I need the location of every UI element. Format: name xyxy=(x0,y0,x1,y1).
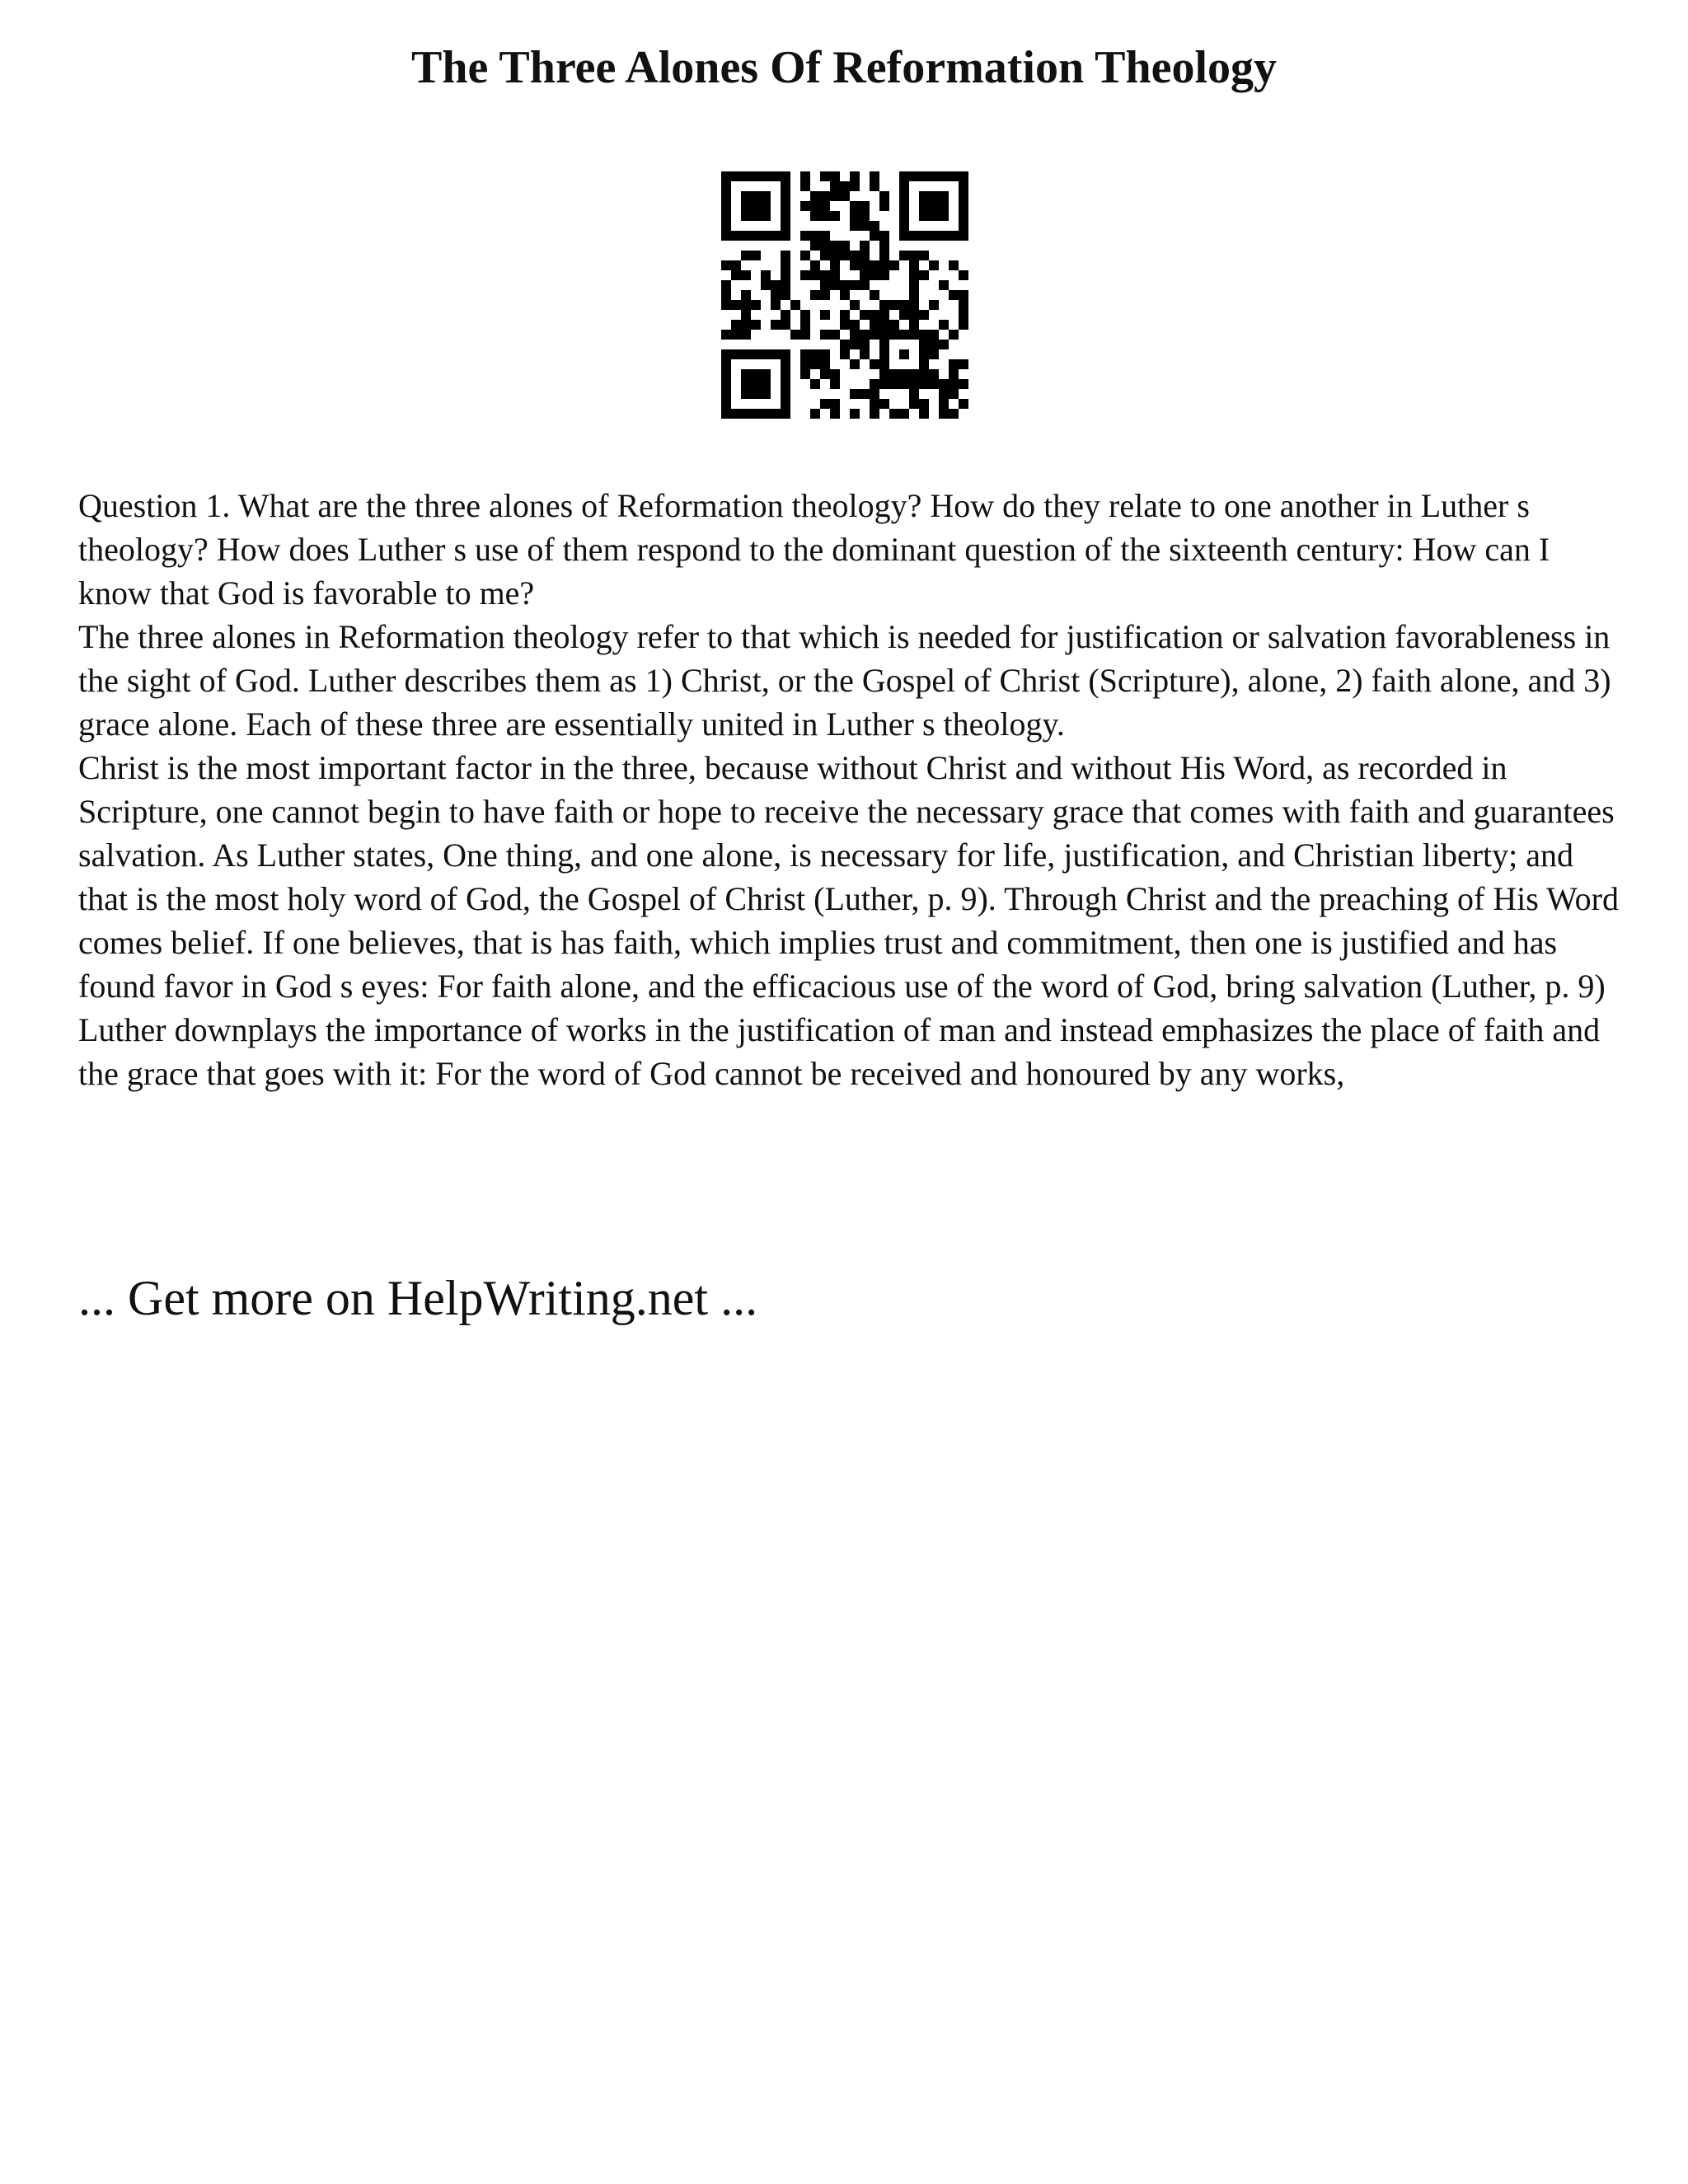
paragraph-three-alones: The three alones in Reformation theology refer to that which is needed for justification or salvation favorableness in the sight of God. Luther describes them as 1) Christ, or the Gospel of Christ (Scripture), alone, 2) faith alone, and 3) grace alone. Each of these three are essentially united in Luther s theology. xyxy=(78,618,1611,743)
paragraph-christ: Christ is the most important factor in the three, because without Christ and without His Word, as recorded in Scripture, one cannot begin to have faith or hope to receive the necessary grace that comes with faith and guarantees salvation. As Luther states, One thing, and one alone, is necessary for life, justification, and Christian liberty; and that is the most holy word of God, the Gospel of Christ (Luther, p. 9). Through Christ and the preaching of His Word comes belief. If one believes, that is has faith, which implies trust and commitment, then one is justified and has found favor in God s eyes: For faith alone, and the efficacious use of the word of God, bring salvation (Luther, p. 9) xyxy=(78,749,1619,1005)
qr-code-icon xyxy=(721,171,968,419)
article-body xyxy=(78,484,1620,1095)
paragraph-question: Question 1. What are the three alones of Reformation theology? How do they relate to one another in Luther s theology? How does Luther s use of them respond to the dominant question of the sixteenth century: How can I know that God is favorable to me? xyxy=(78,487,1550,612)
get-more-link[interactable]: ... Get more on HelpWriting.net ... xyxy=(78,1271,758,1325)
page-title: The Three Alones Of Reformation Theology xyxy=(411,42,1277,93)
paragraph-works: Luther downplays the importance of works in the justification of man and instead emphasizes the place of faith and the grace that goes with it: For the word of God cannot be received and honoured by any works, xyxy=(78,1011,1601,1092)
